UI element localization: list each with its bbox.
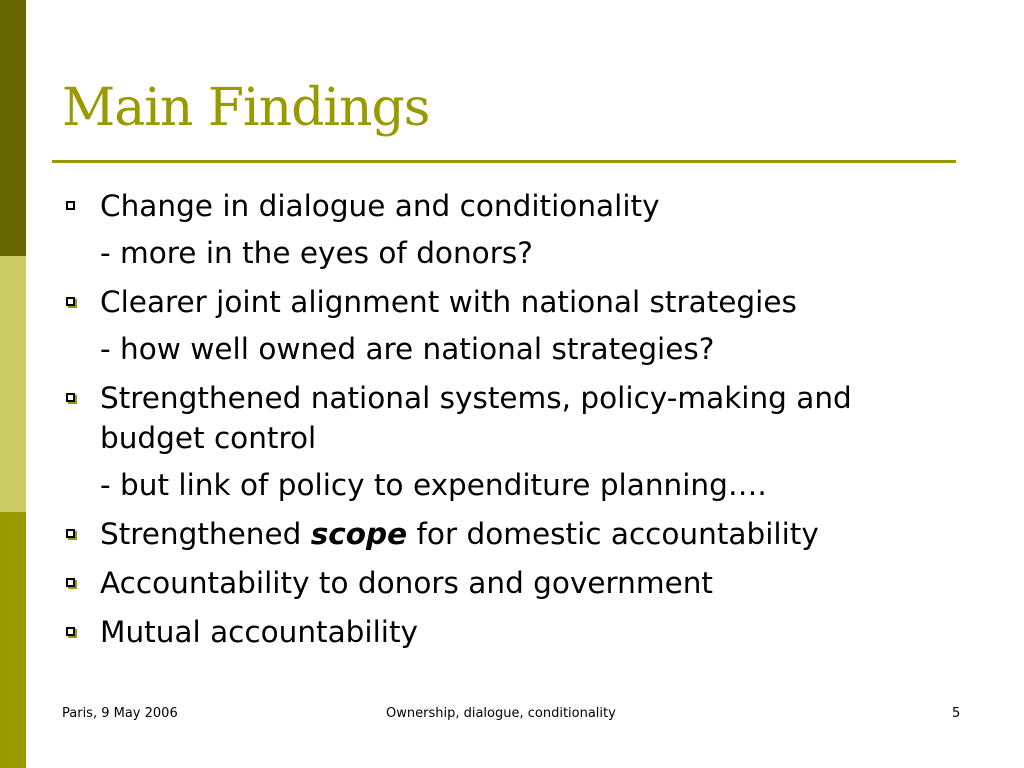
footer-date: Paris, 9 May 2006 — [62, 706, 178, 721]
bullet-item-alignment — [62, 282, 962, 322]
bullet-list — [62, 186, 962, 661]
bullet-item-scope — [62, 514, 962, 554]
square-bullet-icon — [66, 201, 75, 210]
sub-item-expenditure — [62, 465, 962, 505]
bullet-text-prefix: Strengthened — [100, 517, 311, 551]
title-underline — [52, 160, 956, 163]
bullet-item-systems — [62, 378, 962, 458]
square-bullet-icon — [66, 529, 75, 538]
bullet-text: Accountability to donors and government — [100, 566, 714, 600]
bullet-item-mutual — [62, 612, 962, 652]
sub-item-owned — [62, 329, 962, 369]
side-bar-bottom — [0, 512, 26, 768]
square-bullet-icon — [66, 297, 75, 306]
sub-text: - more in the eyes of donors? — [100, 236, 533, 270]
bullet-text-suffix: for domestic accountability — [407, 517, 819, 551]
slide-title: Main Findings — [62, 78, 430, 138]
side-bar-middle — [0, 256, 26, 512]
bullet-text: Change in dialogue and conditionality — [100, 189, 660, 223]
bullet-item-dialogue — [62, 186, 962, 226]
footer-title: Ownership, dialogue, conditionality — [386, 706, 616, 721]
side-bar-top — [0, 0, 26, 256]
sub-text: - how well owned are national strategies? — [100, 332, 715, 366]
square-bullet-icon — [66, 627, 75, 636]
square-bullet-icon — [66, 578, 75, 587]
bullet-text: Strengthened national systems, policy-making and budget control — [100, 381, 852, 455]
bullet-text: Mutual accountability — [100, 615, 419, 649]
sub-item-donors — [62, 233, 962, 273]
footer-page-number: 5 — [952, 706, 961, 721]
bullet-emphasis: scope — [310, 517, 408, 551]
square-bullet-icon — [66, 393, 75, 402]
bullet-item-accountability-donors — [62, 563, 962, 603]
sub-text: - but link of policy to expenditure planning…. — [100, 468, 767, 502]
bullet-text: Clearer joint alignment with national strategies — [100, 285, 797, 319]
